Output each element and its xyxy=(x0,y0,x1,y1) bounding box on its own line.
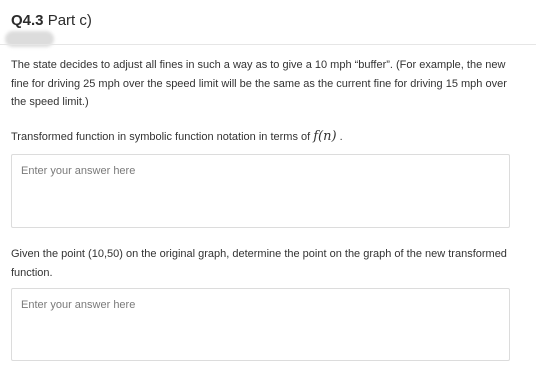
header-divider xyxy=(0,44,536,45)
answer-2-label: Given the point (10,50) on the original graph, determine the point on the graph of the new transformed function. xyxy=(11,248,507,279)
question-title xyxy=(11,12,92,30)
function-notation-math: f(n) xyxy=(313,129,337,144)
question-prompt-text: The state decides to adjust all fines in such a way as to give a 10 mph “buffer”. (For example, the new fine for driving 25 mph over the speed limit will be the same as the current fine for driving 15 mph over the speed limit.) xyxy=(11,59,507,108)
answer-1-label xyxy=(11,128,516,147)
answer-input-2[interactable] xyxy=(11,288,510,361)
question-part: Part c) xyxy=(47,12,92,29)
answer-1-label-end: . xyxy=(336,131,343,143)
question-number: Q4.3 xyxy=(11,12,44,29)
answer-input-1[interactable] xyxy=(11,154,510,228)
answer-1-label-text: Transformed function in symbolic function notation in terms of xyxy=(11,131,314,143)
